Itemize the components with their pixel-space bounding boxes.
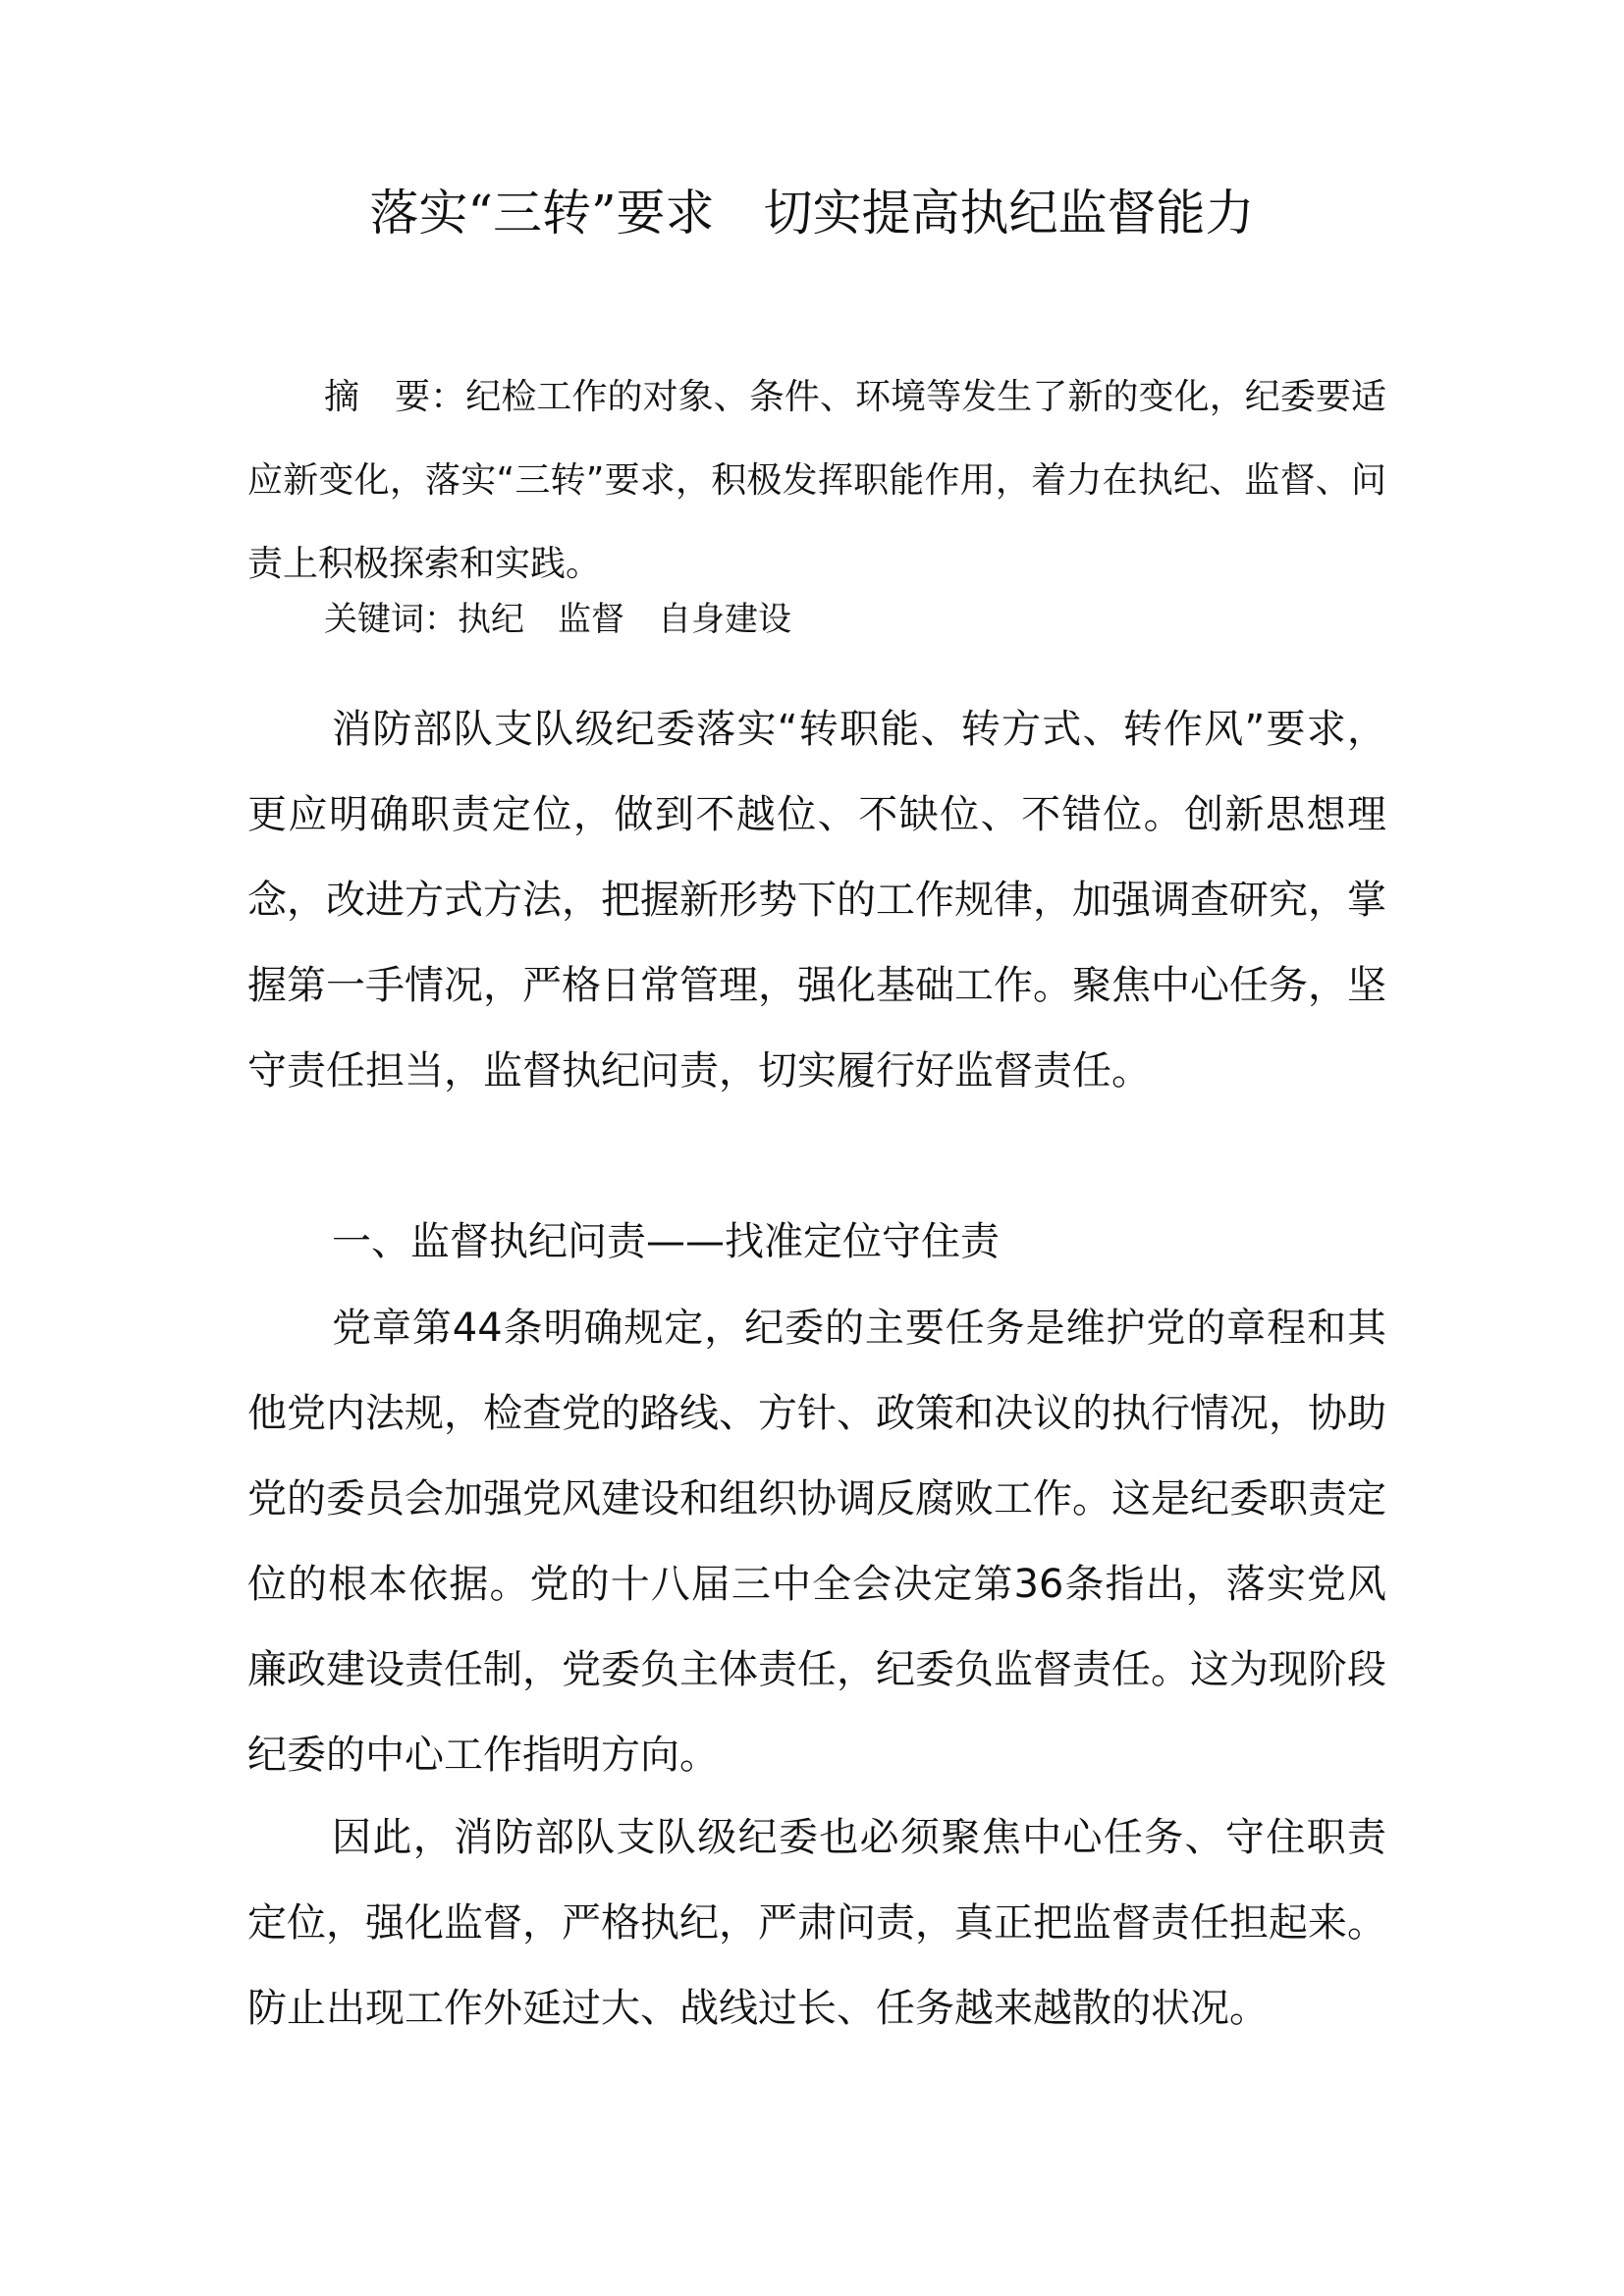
keywords: 关键词：执纪 监督 自身建设 — [324, 600, 791, 639]
section-heading: 一、监督执纪问责——找准定位守住责 — [332, 1219, 1000, 1264]
paragraph-conclusion: 因此，消防部队支队级纪委也必须聚焦中心任务、守住职责定位，强化监督，严格执纪，严肃问责，真正把监督责任担起来。防止出现工作外延过大、战线过长、任务越来越散的状况。 — [247, 1815, 1386, 2031]
paragraph-intro: 消防部队支队级纪委落实“转职能、转方式、转作风”要求，更应明确职责定位，做到不越位、不缺位、不错位。创新思想理念，改进方式方法，把握新形势下的工作规律，加强调查研究，掌握第一手情况，严格日常管理，强化基础工作。聚焦中心任务，坚守责任担当，监督执纪问责，切实履行好监督责任。 — [247, 707, 1386, 1094]
document-title: 落实“三转”要求 切实提高执纪监督能力 — [369, 185, 1255, 241]
abstract: 摘 要：纪检工作的对象、条件、环境等发生了新的变化，纪委要适应新变化，落实“三转”要求，积极发挥职能作用，着力在执纪、监督、问责上积极探索和实践。 — [247, 377, 1386, 584]
paragraph-party-constitution: 党章第44条明确规定，纪委的主要任务是维护党的章程和其他党内法规，检查党的路线、方针、政策和决议的执行情况，协助党的委员会加强党风建设和组织协调反腐败工作。这是纪委职责定位的根本依据。党的十八届三中全会决定第36条指出，落实党风廉政建设责任制，党委负主体责任，纪委负监督责任。这为现阶段纪委的中心工作指明方向。 — [247, 1306, 1386, 1778]
